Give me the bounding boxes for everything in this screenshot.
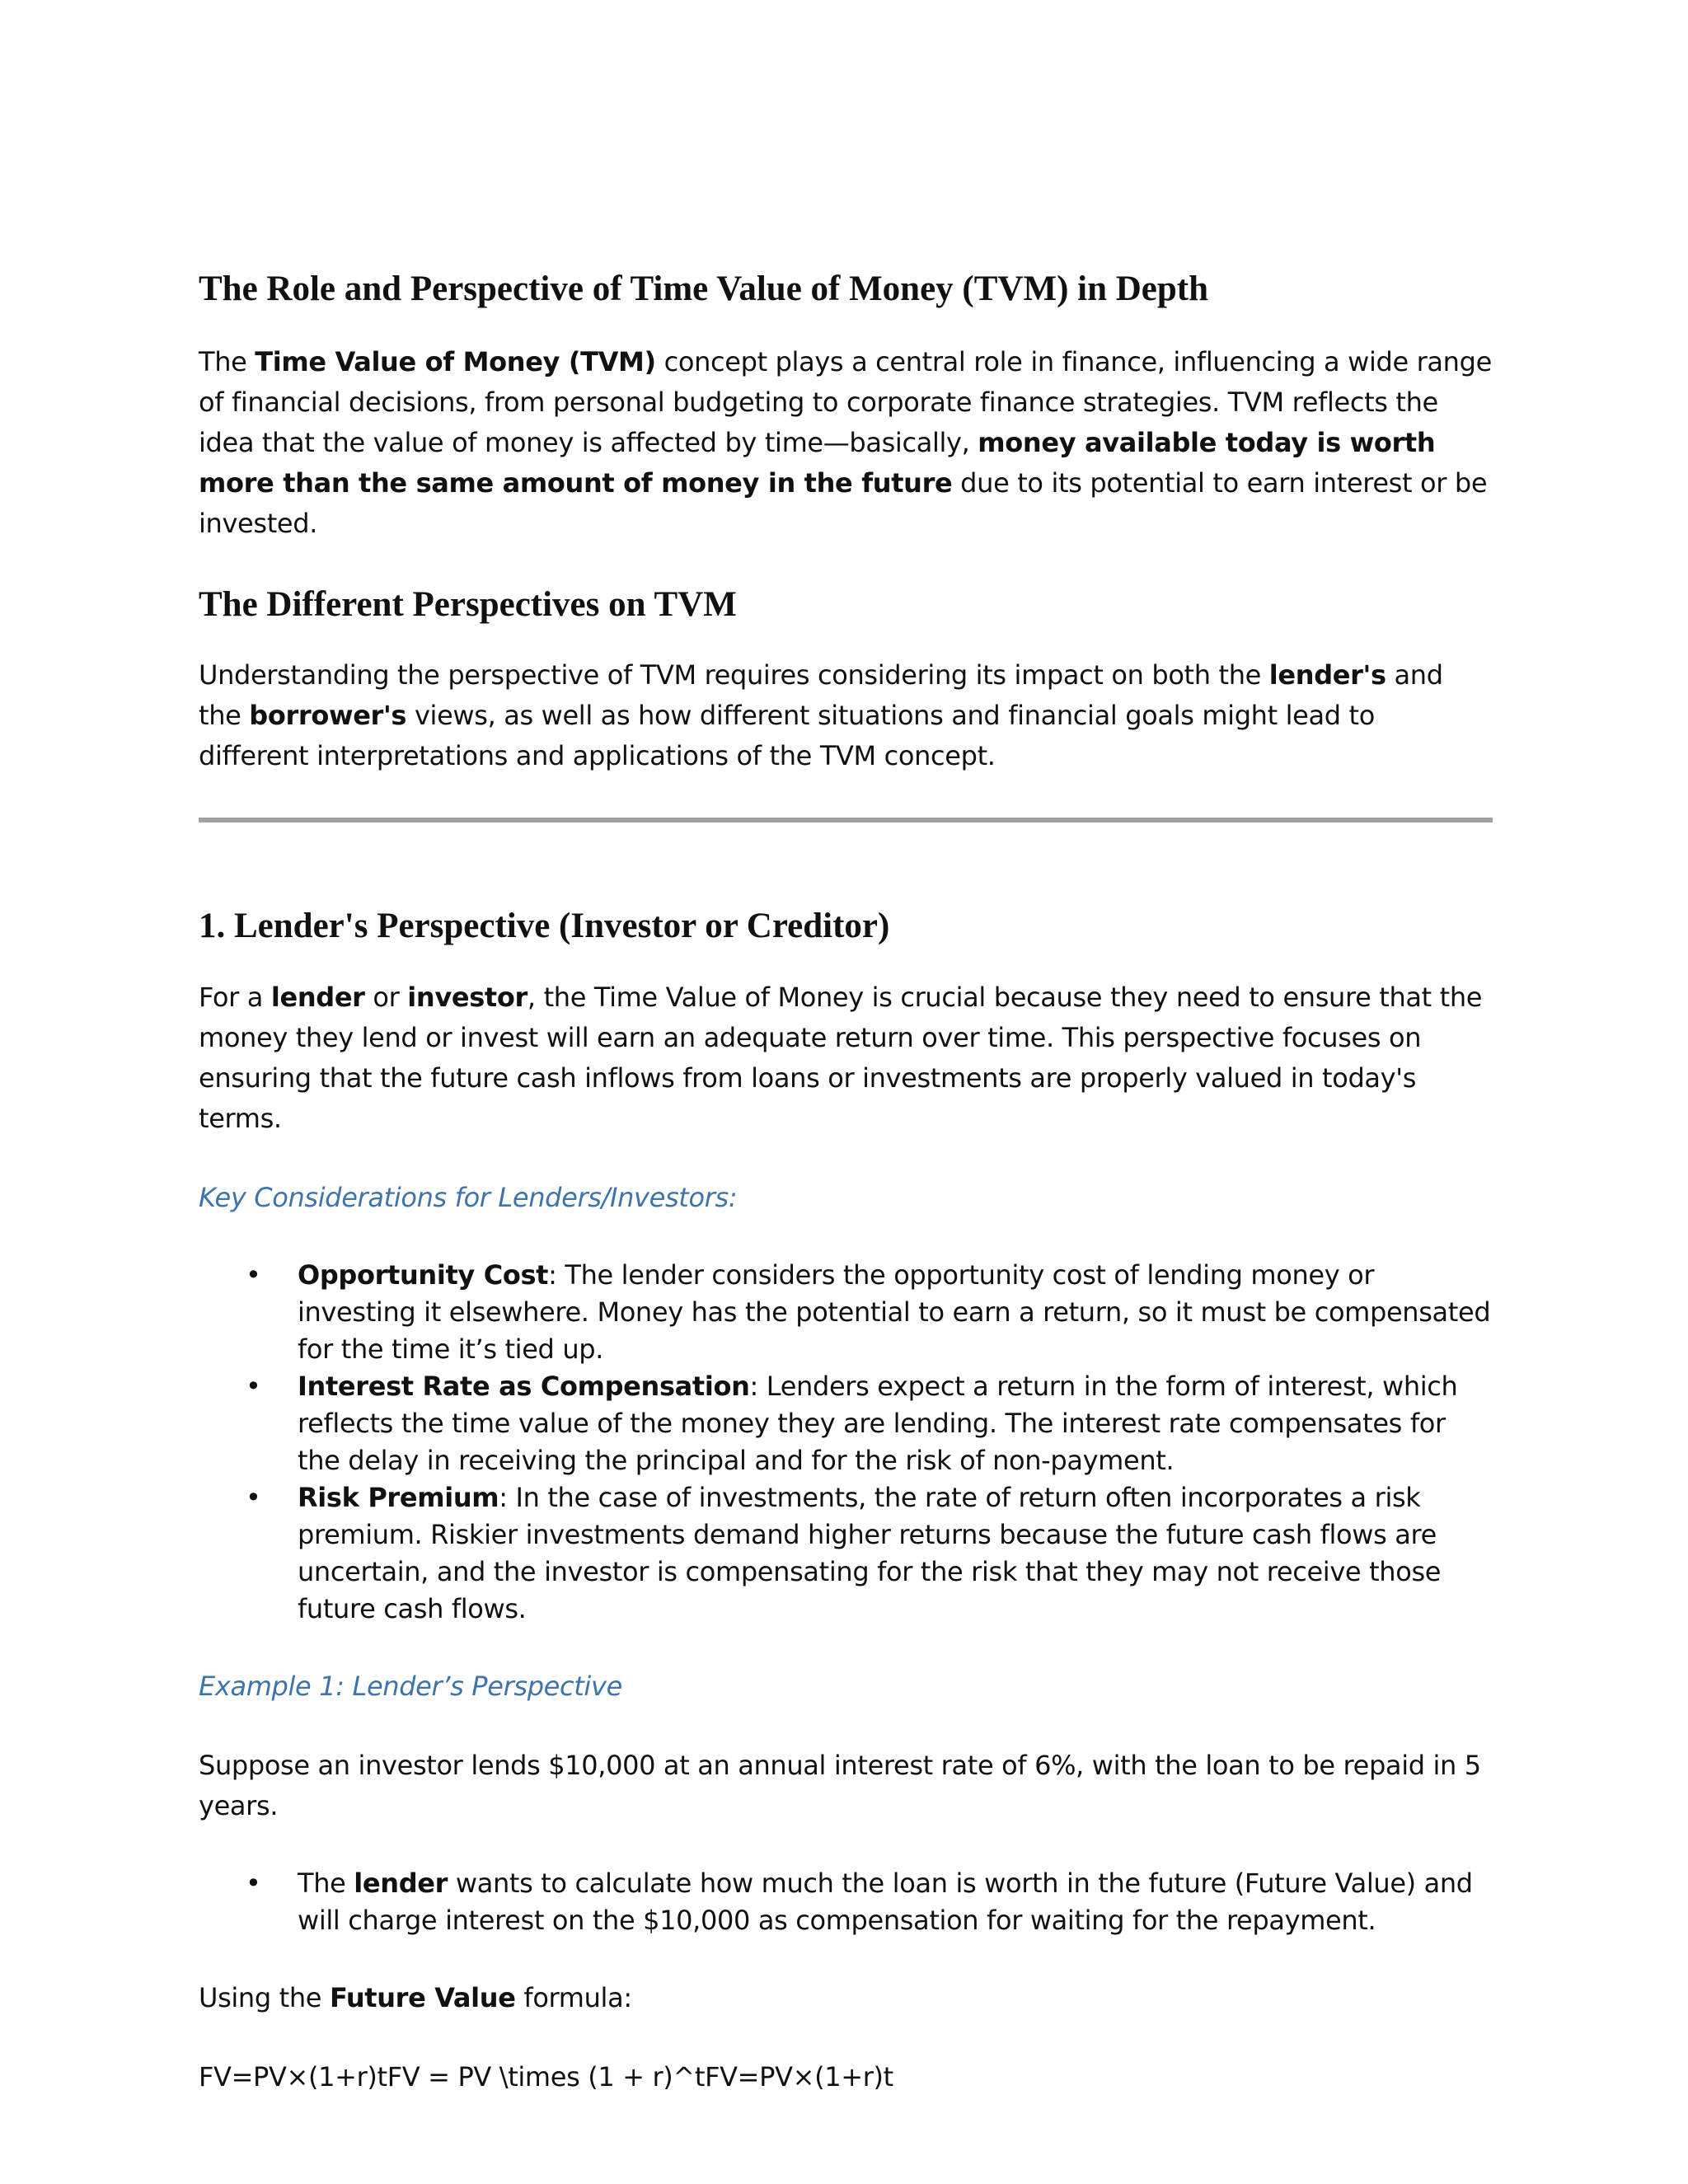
perspectives-heading: The Different Perspectives on TVM	[199, 585, 737, 624]
bullet-term: Opportunity Cost	[298, 1259, 549, 1291]
list-item-example	[298, 1865, 1493, 1939]
intro-text-2: concept plays a central role in finance, influencing a wide range of financial decisions, from personal budgeting to corporate finance strategies. TVM reflects the idea that the value of money is affected by time—basically,	[199, 346, 1492, 458]
using-text-1: Using the	[199, 1982, 330, 2013]
using-bold-future-value: Future Value	[329, 1982, 516, 2013]
lender-perspective-heading: 1. Lender's Perspective (Investor or Creditor)	[199, 907, 890, 945]
example-bullet-text-2: wants to calculate how much the loan is worth in the future (Future Value) and will charge interest on the $10,000 as compensation for waiting for the repayment.	[298, 1868, 1473, 1936]
key-considerations-heading: Key Considerations for Lenders/Investors:	[199, 1182, 738, 1213]
bullet-text: : The lender considers the opportunity cost of lending money or investing it elsewhere. Money has the potential to earn a return, so it must be compensated for the time it’s tied up.	[298, 1259, 1491, 1365]
lender-bold-lender: lender	[270, 982, 365, 1013]
perspectives-paragraph	[199, 655, 1493, 776]
using-formula-paragraph	[199, 1978, 1493, 2018]
lender-text-2: or	[364, 982, 408, 1013]
lender-paragraph	[199, 977, 1493, 1139]
bullet-text: : In the case of investments, the rate of return often incorporates a risk premium. Riskier investments demand higher returns because the future cash flows are uncertain, and the investor is compensating for the risk that they may not receive those future cash flows.	[298, 1482, 1442, 1624]
perspectives-text-1: Understanding the perspective of TVM requires considering its impact on both the	[199, 659, 1269, 691]
future-value-formula: FV=PV×(1+r)tFV = PV \times (1 + r)^tFV=PV×(1+r)t	[199, 2061, 893, 2093]
intro-paragraph	[199, 342, 1493, 544]
using-text-2: formula:	[515, 1982, 632, 2013]
perspectives-text-3: views, as well as how different situations and financial goals might lead to different interpretations and applications of the TVM concept.	[199, 700, 1375, 771]
bullet-term: Risk Premium	[298, 1482, 499, 1513]
perspectives-bold-borrowers: borrower's	[249, 700, 407, 731]
intro-bold-tvm: Time Value of Money (TVM)	[255, 346, 656, 377]
intro-text-1: The	[199, 346, 256, 377]
list-item-risk-premium	[298, 1479, 1493, 1628]
perspectives-text-2: and the	[199, 659, 1443, 731]
document-title: The Role and Perspective of Time Value of Money (TVM) in Depth	[199, 269, 1209, 308]
example-heading: Example 1: Lender’s Perspective	[199, 1671, 622, 1702]
key-considerations-list	[199, 1257, 1493, 1628]
lender-bold-investor: investor	[407, 982, 528, 1013]
example-bullet-text-1: The	[298, 1868, 354, 1899]
lender-text-3: , the Time Value of Money is crucial because they need to ensure that the money they lend or invest will earn an adequate return over time. This perspective focuses on ensuring that the future cash inflows from loans or investments are properly valued in today's terms.	[199, 982, 1483, 1134]
example-paragraph: Suppose an investor lends $10,000 at an annual interest rate of 6%, with the loan to be repaid in 5 years.	[199, 1750, 1481, 1821]
list-item-interest-rate	[298, 1368, 1493, 1479]
list-item-opportunity-cost	[298, 1257, 1493, 1368]
document-page	[199, 268, 1493, 2097]
bullet-text: : Lenders expect a return in the form of interest, which reflects the time value of the money they are lending. The interest rate compensates for the delay in receiving the principal and for the risk of non-payment.	[298, 1371, 1458, 1476]
example-bullet-bold-lender: lender	[354, 1868, 448, 1899]
horizontal-divider	[199, 818, 1493, 823]
example-list	[199, 1865, 1493, 1939]
intro-text-3: due to its potential to earn interest or be invested.	[199, 467, 1488, 539]
intro-bold-money-today: money available today is worth more than the same amount of money in the future	[199, 427, 1436, 499]
perspectives-bold-lenders: lender's	[1268, 659, 1386, 691]
bullet-term: Interest Rate as Compensation	[298, 1371, 750, 1402]
lender-text-1: For a	[199, 982, 271, 1013]
